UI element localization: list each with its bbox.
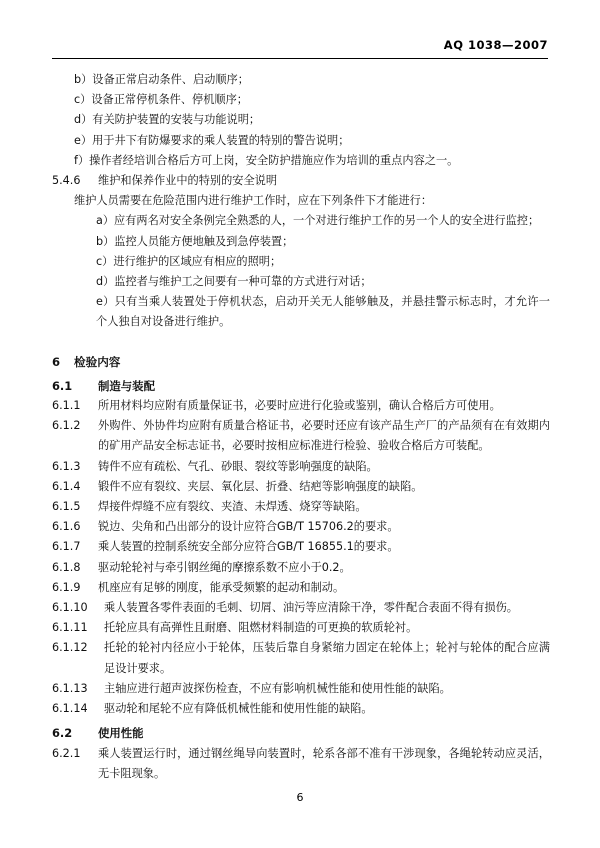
clause-text: 所用材料均应附有质量保证书，必要时应进行化验或鉴别，确认合格后方可使用。 (98, 399, 501, 413)
header-divider (52, 58, 548, 59)
clause-item (52, 416, 550, 456)
clause-text: 机座应有足够的刚度，能承受频繁的起动和制动。 (98, 580, 345, 594)
section-number: 6 (52, 354, 61, 369)
section-title: 检验内容 (74, 354, 121, 369)
list-item: f）操作者经培训合格后方可上岗，安全防护措施应作为培训的重点内容之一。 (74, 153, 459, 167)
clause-number: 6.2.1 (52, 746, 81, 760)
clause-item (52, 457, 550, 477)
clause-number: 5.4.6 (52, 174, 81, 188)
clause-number: 6.1.1 (52, 399, 81, 413)
clause-text: 乘人装置的控制系统安全部分应符合GB/T 16855.1的要求。 (98, 540, 399, 554)
clause-number: 6.1.3 (52, 459, 81, 473)
clause-text: 托轮的轮衬内径应小于轮体，压装后靠自身紧缩力固定在轮体上；轮衬与轮体的配合应满足设计要求。 (104, 641, 550, 675)
clause-text: 驱动轮轮衬与牵引钢丝绳的摩擦系数不应小于0.2。 (98, 560, 351, 574)
list-item: e）只有当乘人装置处于停机状态，启动开关无人能够触及，并悬挂警示标志时，才允许一个人独自对设备进行维护。 (96, 295, 550, 329)
subsection-heading-6-2 (52, 723, 550, 743)
list-item: c）设备正常停机条件、停机顺序； (74, 93, 248, 107)
clause-heading-5-4-6 (52, 171, 550, 191)
subsection-heading-6-1 (52, 376, 550, 396)
clause-item (52, 517, 550, 537)
page-number: 6 (296, 791, 304, 804)
clause-text: 焊接件焊缝不应有裂纹、夹渣、未焊透、烧穿等缺陷。 (98, 500, 367, 514)
clause-number: 6.1.10 (52, 601, 88, 615)
clause-number: 6.1.14 (52, 702, 88, 716)
clause-item (52, 744, 550, 784)
list-item: d）有关防护装置的安装与功能说明； (74, 113, 261, 127)
list-item: e）用于井下有防爆要求的乘人装置的特别的警告说明； (74, 133, 350, 147)
clause-text: 驱动轮和尾轮不应有降低机械性能和使用性能的缺陷。 (104, 702, 373, 716)
clause-item (52, 578, 550, 598)
clause-text: 锐边、尖角和凸出部分的设计应符合GB/T 15706.2的要求。 (98, 520, 399, 534)
subsection-number: 6.2 (52, 726, 73, 741)
clause-intro-5-4-6: 维护人员需要在危险范围内进行维护工作时，应在下列条件下才能进行： (74, 194, 433, 208)
clause-number: 6.1.11 (52, 621, 88, 635)
clause-number: 6.1.5 (52, 500, 81, 514)
clause-item (52, 618, 550, 638)
list-item: b）设备正常启动条件、启动顺序； (74, 73, 249, 86)
clause-number: 6.1.6 (52, 520, 81, 534)
clause-text: 乘人装置运行时，通过钢丝绳导向装置时，轮系各部不准有干涉现象，各绳轮转动应灵活，无卡阻现象。 (98, 746, 550, 780)
clause-item (52, 497, 550, 517)
subsection-title: 制造与装配 (98, 378, 155, 393)
clause-text: 铸件不应有疏松、气孔、砂眼、裂纹等影响强度的缺陷。 (98, 459, 378, 473)
section-heading-6 (52, 352, 550, 372)
clause-number: 6.1.12 (52, 641, 88, 655)
clause-title: 维护和保养作业中的特别的安全说明 (98, 174, 278, 188)
list-item: d）监控者与维护工之间要有一种可靠的方式进行对话； (96, 275, 372, 289)
clause-number: 6.1.13 (52, 681, 88, 695)
clause-text: 主轴应进行超声波探伤检查，不应有影响机械性能和使用性能的缺陷。 (104, 681, 451, 695)
list-item: b）监控人员能方便地触及到急停装置； (96, 234, 294, 248)
clause-text: 托轮应具有高弹性且耐磨、阻燃材料制造的可更换的软质轮衬。 (104, 621, 418, 635)
clause-item (52, 638, 550, 678)
list-item: c）进行维护的区域应有相应的照明； (96, 254, 282, 268)
page-header-standard-id: AQ 1038—2007 (443, 38, 548, 52)
clause-item (52, 537, 550, 557)
clause-text: 锻件不应有裂纹、夹层、氧化层、折叠、结疤等影响强度的缺陷。 (98, 479, 423, 493)
clause-text: 乘人装置各零件表面的毛刺、切屑、油污等应清除干净，零件配合表面不得有损伤。 (104, 601, 518, 615)
subsection-number: 6.1 (52, 378, 73, 393)
clause-text: 外购件、外协件均应附有质量合格证书，必要时还应有该产品生产厂的产品须有在有效期内的矿用产品安全标志证书，必要时按相应标准进行检验、验收合格后方可装配。 (98, 419, 550, 453)
clause-number: 6.1.9 (52, 580, 81, 594)
clause-number: 6.1.2 (52, 419, 81, 433)
clause-item (52, 679, 550, 699)
list-item: a）应有两名对安全条例完全熟悉的人，一个对进行维护工作的另一个人的安全进行监控； (96, 214, 540, 228)
clause-item (52, 477, 550, 497)
page-body (52, 70, 550, 784)
clause-item (52, 699, 550, 719)
clause-number: 6.1.8 (52, 560, 81, 574)
clause-number: 6.1.4 (52, 479, 81, 493)
clause-number: 6.1.7 (52, 540, 81, 554)
clause-item (52, 598, 550, 618)
clause-item (52, 396, 550, 416)
clause-item (52, 558, 550, 578)
subsection-title: 使用性能 (98, 726, 144, 741)
